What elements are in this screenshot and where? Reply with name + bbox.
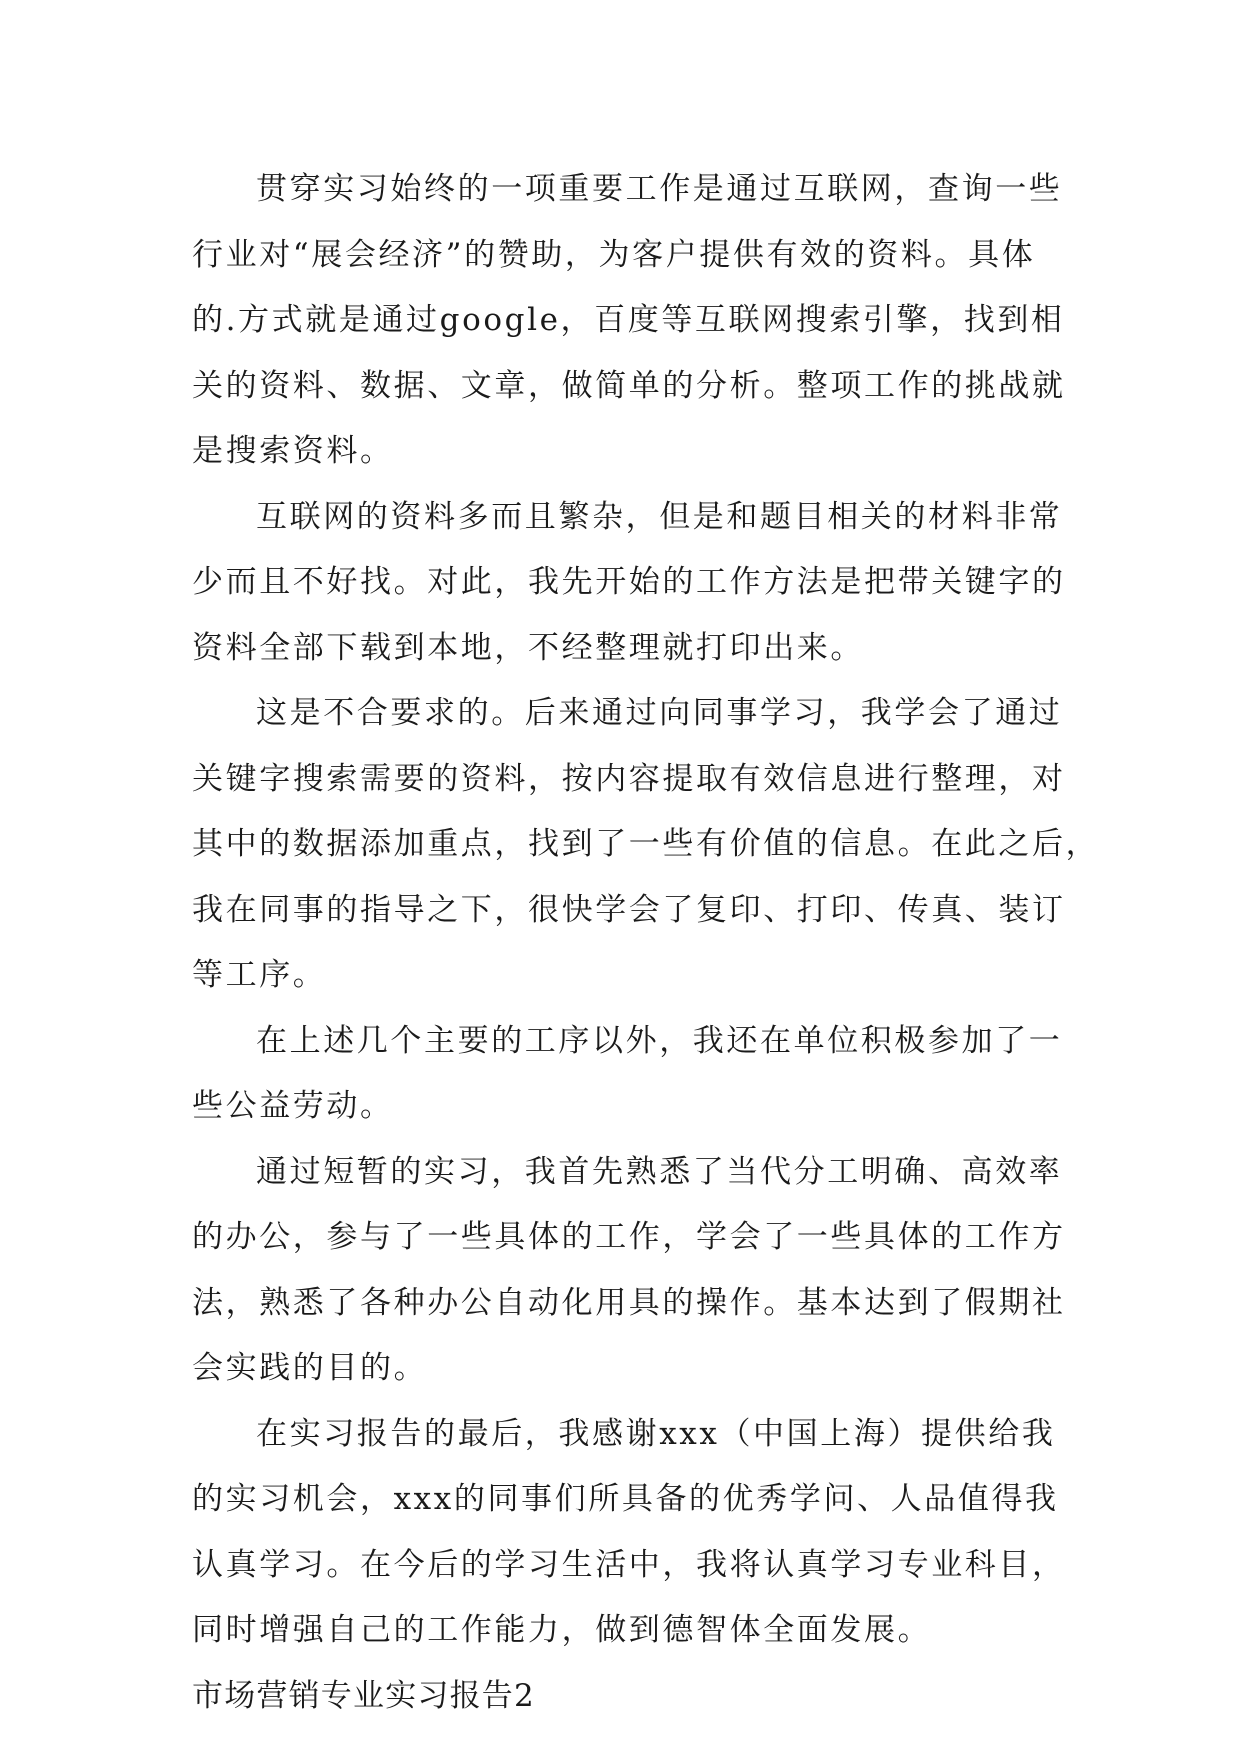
document-body <box>192 157 1100 1729</box>
paragraph-5-line-4: 会实践的目的。 <box>192 1350 428 1386</box>
paragraph-1-line-1: 贯穿实习始终的一项重要工作是通过互联网，查询一些 <box>256 171 1063 207</box>
paragraph-3-line-4: 我在同事的指导之下，很快学会了复印、打印、传真、装订 <box>192 891 1066 928</box>
paragraph-2-line-1: 互联网的资料多而且繁杂，但是和题目相关的材料非常 <box>256 498 1063 535</box>
paragraph-3-line-2: 关键字搜索需要的资料，按内容提取有效信息进行整理，对 <box>192 760 1066 797</box>
paragraph-1-line-5: 是搜索资料。 <box>192 433 394 469</box>
paragraph-5-line-3: 法，熟悉了各种办公自动化用具的操作。基本达到了假期社 <box>192 1284 1066 1321</box>
paragraph-3-line-5: 等工序。 <box>192 957 327 993</box>
paragraph-2-line-2: 少而且不好找。对此，我先开始的工作方法是把带关键字的 <box>192 564 1066 600</box>
paragraph-5-line-1: 通过短暂的实习，我首先熟悉了当代分工明确、高效率 <box>256 1153 1063 1190</box>
paragraph-3-line-3: 其中的数据添加重点，找到了一些有价值的信息。在此之后， <box>192 826 1100 862</box>
paragraph-1-line-3: 的.方式就是通过google，百度等互联网搜索引擎，找到相 <box>192 302 1065 338</box>
paragraph-6-line-2: 的实习机会，xxx的同事们所具备的优秀学问、人品值得我 <box>192 1481 1059 1517</box>
section-heading: 市场营销专业实习报告2 <box>192 1677 535 1714</box>
paragraph-4-line-2: 些公益劳动。 <box>192 1088 394 1124</box>
paragraph-1-line-4: 关的资料、数据、文章，做简单的分析。整项工作的挑战就 <box>192 367 1066 404</box>
paragraph-6-line-1: 在实习报告的最后，我感谢xxx（中国上海）提供给我 <box>256 1415 1056 1452</box>
paragraph-1-line-2: 行业对“展会经济”的赞助，为客户提供有效的资料。具体 <box>192 236 1036 273</box>
paragraph-3-line-1: 这是不合要求的。后来通过向同事学习，我学会了通过 <box>256 695 1063 731</box>
paragraph-5-line-2: 的办公，参与了一些具体的工作，学会了一些具体的工作方 <box>192 1219 1066 1255</box>
paragraph-6-line-4: 同时增强自己的工作能力，做到德智体全面发展。 <box>192 1612 932 1648</box>
paragraph-4-line-1: 在上述几个主要的工序以外，我还在单位积极参加了一 <box>256 1022 1063 1059</box>
paragraph-6-line-3: 认真学习。在今后的学习生活中，我将认真学习专业科目， <box>192 1546 1066 1583</box>
paragraph-2-line-3: 资料全部下载到本地，不经整理就打印出来。 <box>192 629 864 666</box>
